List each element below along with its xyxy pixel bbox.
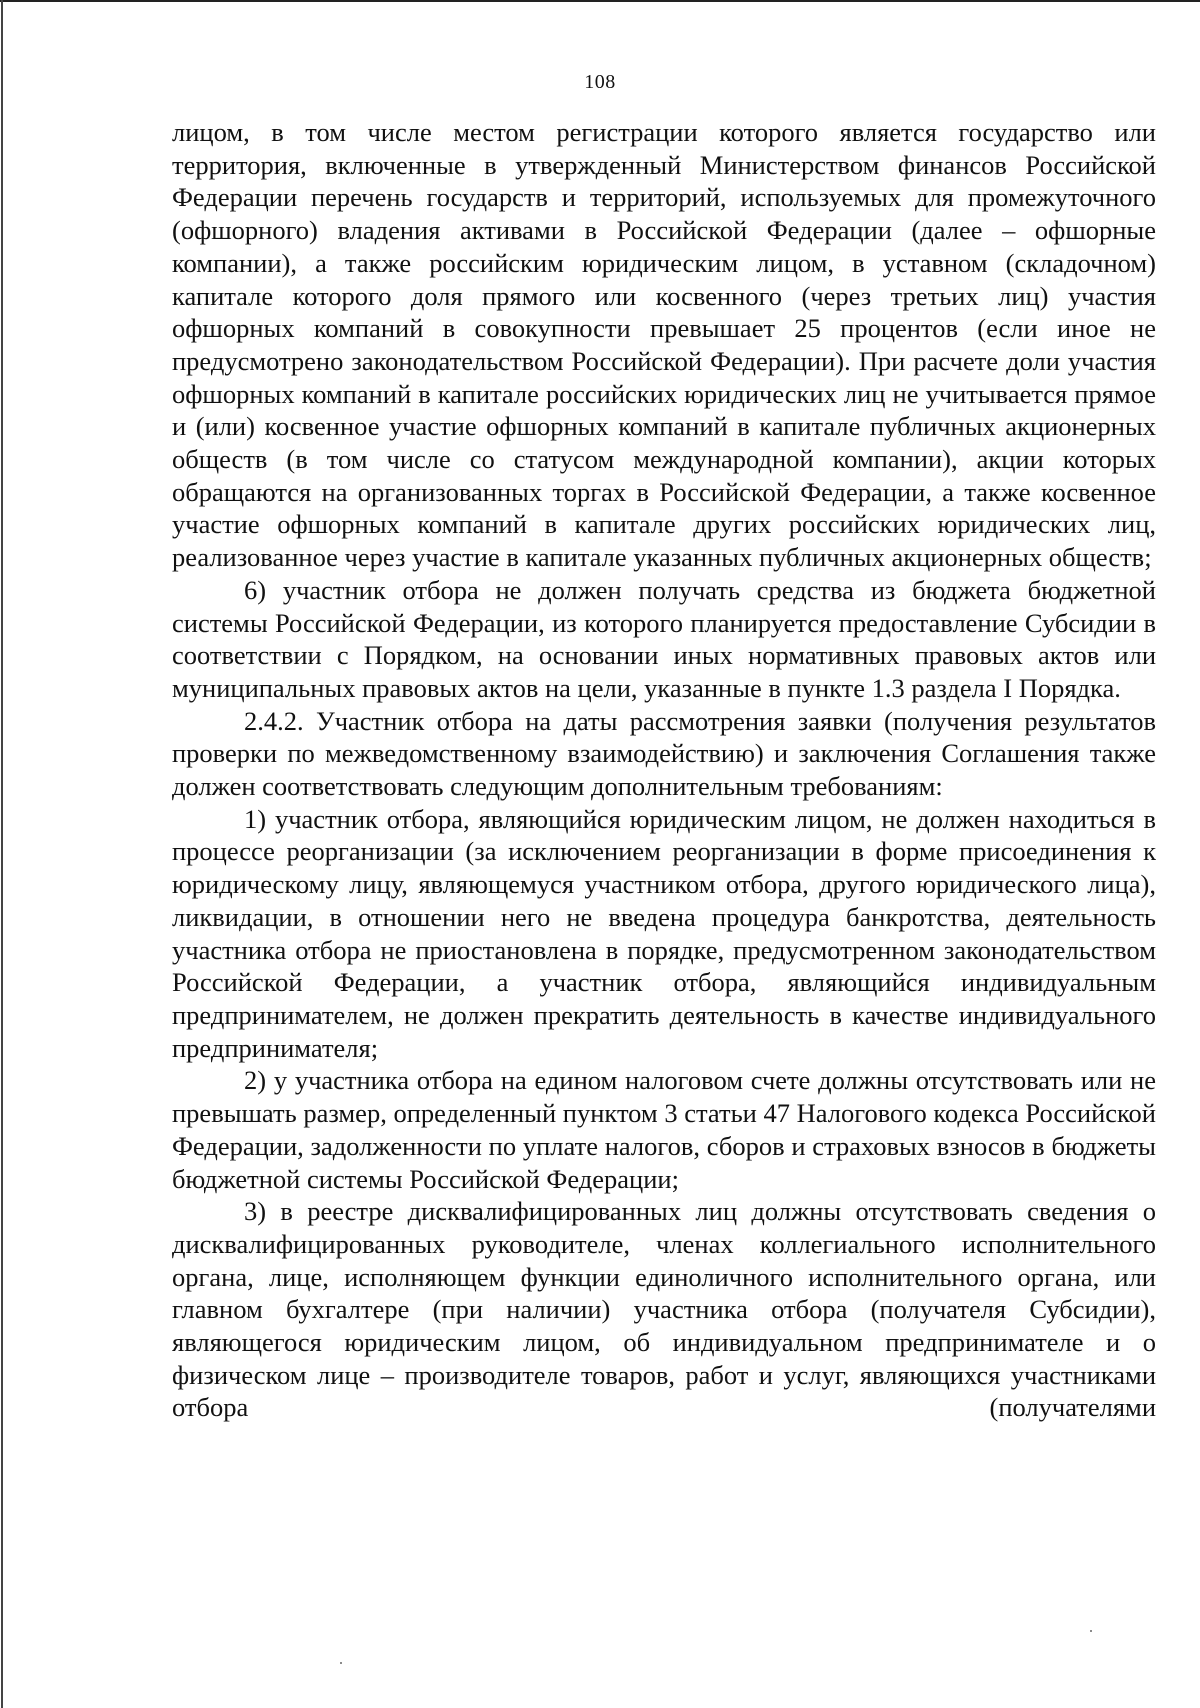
paragraph-offshore-companies: лицом, в том числе местом регистрации которого является государство или территория, включенные в утвержденный Министерством финансов Российской Федерации перечень государств и территорий, используемых для промежуточного (офшорного) владения активами в Российской Федерации (далее – офшорные компании), а также российским юридическим лицом, в уставном (складочном) капитале которого доля прямого или косвенного (через третьих лиц) участия офшорных компаний в совокупности превышает 25 процентов (если иное не предусмотрено законодательством Российской Федерации). При расчете доли участия офшорных компаний в капитале российских юридических лиц не учитывается прямое и (или) косвенное участие офшорных компаний в капитале публичных акционерных обществ (в том числе со статусом международной компании), акции которых обращаются на организованных торгах в Российской Федерации, а также косвенное участие офшорных компаний в капитале других российских юридических лиц, реализованное через участие в капитале указанных публичных акционерных обществ; [172,117,1156,573]
scan-edge-top [0,0,1200,2]
paragraph-item-2: 2) у участника отбора на едином налоговом счете должны отсутствовать или не превышать размер, определенный пунктом 3 статьи 47 Налогового кодекса Российской Федерации, задолженности по уплате налогов, сборов и страховых взносов в бюджеты бюджетной системы Российской Федерации; [172,1065,1156,1194]
scan-edge-left [1,0,3,1708]
paragraph-item-3: 3) в реестре дисквалифицированных лиц должны отсутствовать сведения о дисквалифицированных руководителе, членах коллегиального исполнительного органа, лице, исполняющем функции единоличного исполнительного органа, или главном бухгалтере (при наличии) участника отбора (получателя Субсидии), являющегося юридическим лицом, об индивидуальном предпринимателе и о физическом лице – производителе товаров, работ и услуг, являющихся участниками отбора (получателями [172,1196,1156,1423]
scan-speck [340,1662,342,1664]
document-body [172,116,1156,1424]
paragraph-section-2-4-2: 2.4.2. Участник отбора на даты рассмотрения заявки (получения результатов проверки по межведомственному взаимодействию) и заключения Соглашения также должен соответствовать следующим дополнительным требованиям: [172,705,1156,802]
paragraph-item-6: 6) участник отбора не должен получать средства из бюджета бюджетной системы Российской Федерации, из которого планируется предоставление Субсидии в соответствии с Порядком, на основании иных нормативных правовых актов или муниципальных правовых актов на цели, указанные в пункте 1.3 раздела I Порядка. [172,574,1156,703]
scan-speck [1090,1630,1092,1632]
paragraph-item-1: 1) участник отбора, являющийся юридическим лицом, не должен находиться в процессе реорганизации (за исключением реорганизации в форме присоединения к юридическому лицу, являющемуся участником отбора, другого юридического лица), ликвидации, в отношении него не введена процедура банкротства, деятельность участника отбора не приостановлена в порядке, предусмотренном законодательством Российской Федерации, а участник отбора, являющийся индивидуальным предпринимателем, не должен прекратить деятельность в качестве индивидуального предпринимателя; [172,803,1156,1063]
page-number: 108 [584,71,616,93]
